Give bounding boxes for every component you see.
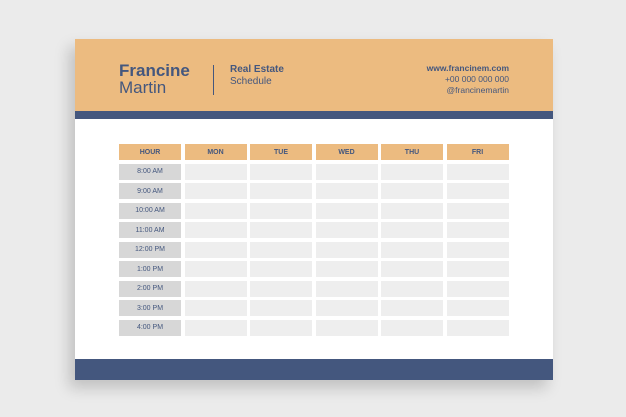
slot-thu[interactable] xyxy=(381,300,443,316)
column-header-hour: HOUR xyxy=(119,144,181,160)
slot-fri[interactable] xyxy=(447,320,509,336)
hour-cell: 4:00 PM xyxy=(119,320,181,336)
slot-wed[interactable] xyxy=(316,261,378,277)
slot-mon[interactable] xyxy=(185,261,247,277)
slot-tue[interactable] xyxy=(250,203,312,219)
slot-wed[interactable] xyxy=(316,203,378,219)
slot-wed[interactable] xyxy=(316,242,378,258)
slot-tue[interactable] xyxy=(250,242,312,258)
slot-fri[interactable] xyxy=(447,222,509,238)
website: www.francinem.com xyxy=(426,63,509,73)
hour-cell: 10:00 AM xyxy=(119,203,181,219)
hour-cell: 11:00 AM xyxy=(119,222,181,238)
slot-tue[interactable] xyxy=(250,164,312,180)
slot-fri[interactable] xyxy=(447,242,509,258)
slot-mon[interactable] xyxy=(185,300,247,316)
slot-mon[interactable] xyxy=(185,320,247,336)
social-handle: @francinemartin xyxy=(446,85,509,95)
title-line-1: Real Estate xyxy=(230,64,284,75)
slot-fri[interactable] xyxy=(447,261,509,277)
contact-block xyxy=(427,63,509,96)
column-header-tue: TUE xyxy=(250,144,312,160)
slot-tue[interactable] xyxy=(250,300,312,316)
header-band xyxy=(75,39,553,111)
column-header-thu: THU xyxy=(381,144,443,160)
hour-cell: 12:00 PM xyxy=(119,242,181,258)
slot-fri[interactable] xyxy=(447,183,509,199)
slot-fri[interactable] xyxy=(447,164,509,180)
hour-cell: 8:00 AM xyxy=(119,164,181,180)
slot-thu[interactable] xyxy=(381,281,443,297)
hour-cell: 9:00 AM xyxy=(119,183,181,199)
slot-thu[interactable] xyxy=(381,242,443,258)
header-stripe xyxy=(75,111,553,119)
slot-tue[interactable] xyxy=(250,183,312,199)
slot-mon[interactable] xyxy=(185,164,247,180)
hour-cell: 1:00 PM xyxy=(119,261,181,277)
document-title xyxy=(230,64,284,88)
phone: +00 000 000 000 xyxy=(444,74,509,84)
slot-thu[interactable] xyxy=(381,222,443,238)
slot-wed[interactable] xyxy=(316,300,378,316)
slot-wed[interactable] xyxy=(316,281,378,297)
last-name: Martin xyxy=(119,78,167,97)
slot-tue[interactable] xyxy=(250,281,312,297)
schedule-table xyxy=(119,144,509,336)
schedule-card xyxy=(75,39,553,380)
slot-thu[interactable] xyxy=(381,261,443,277)
slot-wed[interactable] xyxy=(316,320,378,336)
hour-cell: 2:00 PM xyxy=(119,281,181,297)
column-header-fri: FRI xyxy=(447,144,509,160)
slot-fri[interactable] xyxy=(447,203,509,219)
slot-fri[interactable] xyxy=(447,300,509,316)
first-name: Francine xyxy=(119,61,190,80)
owner-name xyxy=(119,62,190,96)
slot-mon[interactable] xyxy=(185,242,247,258)
slot-mon[interactable] xyxy=(185,183,247,199)
hour-cell: 3:00 PM xyxy=(119,300,181,316)
slot-wed[interactable] xyxy=(316,222,378,238)
slot-thu[interactable] xyxy=(381,320,443,336)
slot-fri[interactable] xyxy=(447,281,509,297)
slot-mon[interactable] xyxy=(185,203,247,219)
slot-tue[interactable] xyxy=(250,261,312,277)
column-header-mon: MON xyxy=(185,144,247,160)
footer-band xyxy=(75,359,553,380)
slot-mon[interactable] xyxy=(185,222,247,238)
slot-mon[interactable] xyxy=(185,281,247,297)
title-line-2: Schedule xyxy=(230,76,272,87)
column-header-wed: WED xyxy=(316,144,378,160)
slot-thu[interactable] xyxy=(381,203,443,219)
slot-wed[interactable] xyxy=(316,183,378,199)
header-divider xyxy=(213,65,214,95)
slot-tue[interactable] xyxy=(250,320,312,336)
slot-thu[interactable] xyxy=(381,183,443,199)
slot-wed[interactable] xyxy=(316,164,378,180)
slot-tue[interactable] xyxy=(250,222,312,238)
slot-thu[interactable] xyxy=(381,164,443,180)
